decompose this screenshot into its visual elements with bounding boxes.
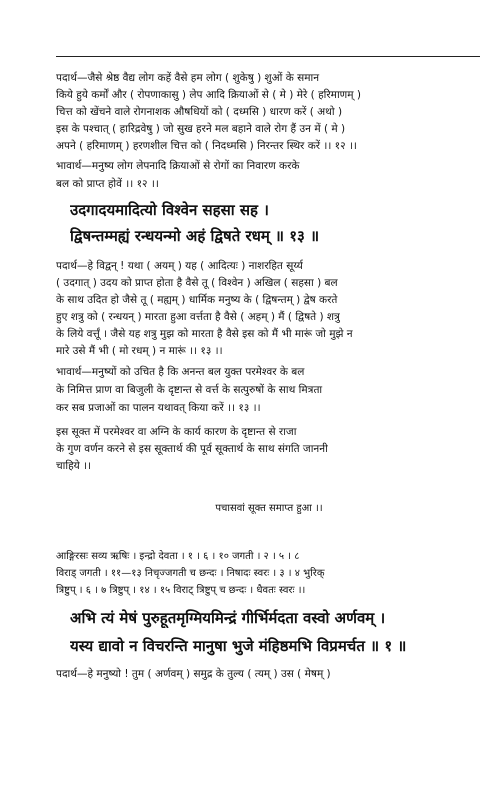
text-line: विराड् जगती । ११—१३ निचृज्जगती च छन्दः । निषादः स्वरः । ३ । ४ भुरिक् xyxy=(56,568,325,579)
text-line: कर सब प्रजाओं का पालन यथावत् किया करें ।। १३ ।। xyxy=(56,402,261,414)
header-divider xyxy=(56,56,480,57)
text-line: के लिये वर्त्तूं । जैसे यह शत्रु मुझ को मारता है वैसे इस को मैं भी मारूं जो मुझे न xyxy=(56,328,353,340)
text-line: पचासवां सूक्त समाप्त हुआ ।। xyxy=(215,503,323,514)
text-line: आङ्गिरसः सव्य ऋषिः । इन्द्रो देवता । १ । ६ । १० जगती । २ । ५ । ८ xyxy=(56,551,300,562)
text-line: द्विषन्तम्मह्यं रन्धयन्मो अहं द्विषते रधम् ॥ १३ ॥ xyxy=(70,227,320,245)
text-line: पदार्थ—हे विद्वन् ! यथा ( अयम् ) यह ( आदित्यः ) नाशरहित सूर्य्य xyxy=(56,260,303,272)
text-line: के साथ उदित हो जैसे तू ( मह्यम् ) धार्मिक मनुष्य के ( द्विषन्तम् ) द्वेष करते xyxy=(56,294,338,306)
text-line: पदार्थ—जैसे श्रेष्ठ वैद्य लोग कहें वैसे हम लोग ( शुकेषु ) शुओं के समान xyxy=(56,72,320,84)
text-line: पदार्थ—हे मनुष्यो ! तुम ( अर्णवम् ) समुद्र के तुल्य ( त्यम् ) उस ( मेषम् ) xyxy=(56,668,331,680)
text-line: त्रिष्टुप् । ६ । ७ त्रिष्टुप् । १४ । १५ विराट् त्रिष्टुप् च छन्दः । धैवतः स्वरः ।। xyxy=(56,585,306,596)
text-line: अभि त्यं मेषं पुरुहूतमृग्मियमिन्द्रं गीर्भिर्मदता वस्वो अर्णवम् । xyxy=(70,609,386,627)
text-line: बल को प्राप्त होवें ।। १२ ।। xyxy=(56,178,159,190)
text-line: भावार्थ—मनुष्यों को उचित है कि अनन्त बल युक्त परमेश्वर के बल xyxy=(56,366,305,378)
text-line: इस के पश्चात् ( हारिद्रवेषु ) जो सुख हरने मल बहाने वाले रोग हैं उन में ( मे ) xyxy=(56,123,346,135)
text-line: इस सूक्त में परमेश्वर वा अग्नि के कार्य कारण के दृष्टान्त से राजा xyxy=(56,426,297,438)
text-line: चाहिये ।। xyxy=(56,460,92,472)
text-line: के गुण वर्णन करने से इस सूक्तार्थ की पूर्व सूक्तार्थ के साथ संगति जाननी xyxy=(56,443,328,455)
text-line: उदगादयमादित्यो विश्वेन सहसा सह । xyxy=(70,201,269,219)
text-line: चित्त को खेंचने वाले रोगनाशक औषधियों को ( दध्मसि ) धारण करें ( अथो ) xyxy=(56,106,343,118)
text-line: भावार्थ—मनुष्य लोग लेपनादि क्रियाओं से रोगों का निवारण करके xyxy=(56,160,300,172)
text-line: यस्य द्यावो न विचरन्ति मानुषा भुजे मंहिष्ठमभि विप्रमर्चत ॥ १ ॥ xyxy=(70,637,407,655)
text-line: हुए शत्रु को ( रन्धयन् ) मारता हुआ वर्त्तता है वैसे ( अहम् ) मैं ( द्विषते ) शत्रु xyxy=(56,311,340,323)
text-line: के निमित्त प्राण वा बिजुली के दृष्टान्त से वर्त्त के सत्पुरुषों के साथ मित्रता xyxy=(56,384,323,396)
text-line: ( उदगात् ) उदय को प्राप्त होता है वैसे तू ( विश्वेन ) अखिल ( सहसा ) बल xyxy=(56,277,338,289)
text-line: मारे उसे मैं भी ( मो रधम् ) न मारूं ।। १३ ।। xyxy=(56,345,223,357)
text-line: किये हुये कर्मों और ( रोपणाकासु ) लेप आदि क्रियाओं से ( मे ) मेरे ( हरिमाणम् ) xyxy=(56,89,361,101)
text-line: अपने ( हरिमाणम् ) हरणशील चित्त को ( निदध्मसि ) निरन्तर स्थिर करें ।। १२ ।। xyxy=(56,140,357,152)
